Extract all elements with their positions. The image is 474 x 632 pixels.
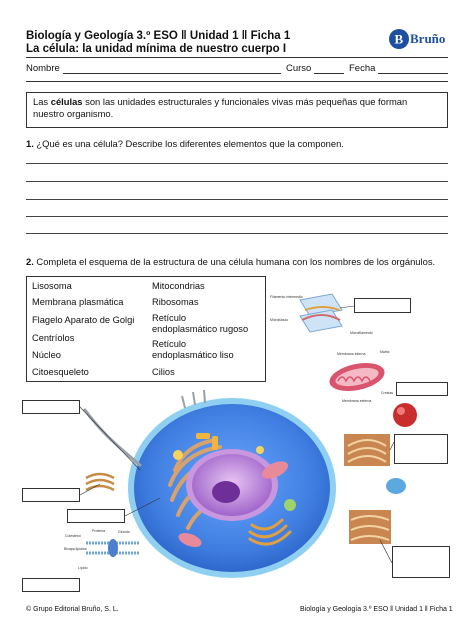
label-blank-box[interactable] bbox=[22, 400, 80, 414]
organelle-term: Citoesqueleto bbox=[32, 367, 89, 377]
mitochondrion-inset bbox=[327, 350, 393, 403]
nombre-label: Nombre bbox=[26, 63, 60, 74]
label-blank-box[interactable] bbox=[22, 578, 80, 592]
glucido-label: Glúcido bbox=[118, 530, 130, 534]
colesterol-label: Colesterol bbox=[65, 534, 81, 538]
membrane-inset bbox=[64, 529, 140, 570]
intro-text-end: son las unidades estructurales y funcionales vivas más pequeñas que forman nuestro organismo. bbox=[33, 96, 408, 119]
footer-copyright: © Grupo Editorial Bruño, S. L. bbox=[26, 606, 119, 613]
organelle-term: Núcleo bbox=[32, 350, 61, 360]
microtubulo-label: Microtúbulo bbox=[270, 318, 289, 322]
question-2-text: Completa el esquema de la estructura de una célula humana con los nombres de los orgánulos. bbox=[33, 256, 436, 267]
curso-label: Curso bbox=[286, 63, 312, 74]
label-blank-box[interactable] bbox=[354, 298, 411, 313]
nucleus bbox=[186, 449, 278, 521]
svg-text:B: B bbox=[394, 31, 404, 47]
organelle-term: Mitocondrias bbox=[152, 281, 205, 291]
organelle-term: Lisosoma bbox=[32, 281, 72, 291]
organelle-term: Cilios bbox=[152, 367, 175, 377]
organelle-term: Flagelo Aparato de Golgi bbox=[32, 315, 135, 325]
membrana-interna-label: Membrana interna bbox=[337, 352, 366, 356]
proteina-label: Proteína bbox=[92, 529, 106, 533]
fecha-label: Fecha bbox=[349, 63, 376, 74]
organelle-term: endoplasmático rugoso bbox=[152, 324, 249, 334]
bicapa-label: Bicapa lipídica bbox=[64, 547, 87, 551]
sheet-subtitle: La célula: la unidad mínima de nuestro cuerpo I bbox=[26, 43, 287, 55]
vesicle-inset bbox=[386, 478, 406, 494]
crestas-label: Crestas bbox=[381, 391, 394, 395]
er-inset bbox=[349, 510, 391, 544]
sheet-title: Biología y Geología 3.º ESO ǁ Unidad 1 ǁ Ficha 1 bbox=[26, 30, 291, 42]
question-2-number: 2. bbox=[26, 256, 34, 267]
golgi-inset bbox=[344, 434, 390, 466]
lysosome-inset bbox=[393, 403, 417, 427]
label-blank-box[interactable] bbox=[67, 509, 125, 523]
question-1-number: 1. bbox=[26, 138, 34, 149]
label-blank-box[interactable] bbox=[22, 488, 80, 502]
filamento-intermedio-label: Filamento intermedio bbox=[270, 295, 303, 299]
matriz-label: Matriz bbox=[380, 350, 390, 354]
golgi-small-inset bbox=[86, 474, 114, 490]
flagellum bbox=[85, 410, 140, 465]
label-blank-box[interactable] bbox=[394, 434, 448, 464]
membrana-externa-label: Membrana externa bbox=[342, 399, 372, 403]
organelle-term: Centríolos bbox=[32, 333, 75, 343]
microfilamento-label: Microfilamento bbox=[350, 331, 373, 335]
intro-keyword: células bbox=[50, 96, 83, 107]
organelle-term: endoplasmático liso bbox=[152, 350, 234, 360]
label-blank-box[interactable] bbox=[396, 382, 448, 396]
organelle-term: Ribosomas bbox=[152, 297, 199, 307]
organelle-term: Retículo bbox=[152, 313, 187, 323]
organelle-term: Membrana plasmática bbox=[32, 297, 124, 307]
logo-text: Bruño bbox=[410, 31, 446, 46]
organelle-term: Retículo bbox=[152, 339, 187, 349]
lipido-label: Lípido bbox=[78, 566, 88, 570]
label-blank-box[interactable] bbox=[392, 546, 450, 578]
intro-text-start: Las bbox=[33, 96, 51, 107]
footer-title: Biología y Geología 3.º ESO ǁ Unidad 1 ǁ Ficha 1 bbox=[300, 606, 453, 613]
question-1-text: ¿Qué es una célula? Describe los diferentes elementos que la componen. bbox=[33, 138, 344, 149]
